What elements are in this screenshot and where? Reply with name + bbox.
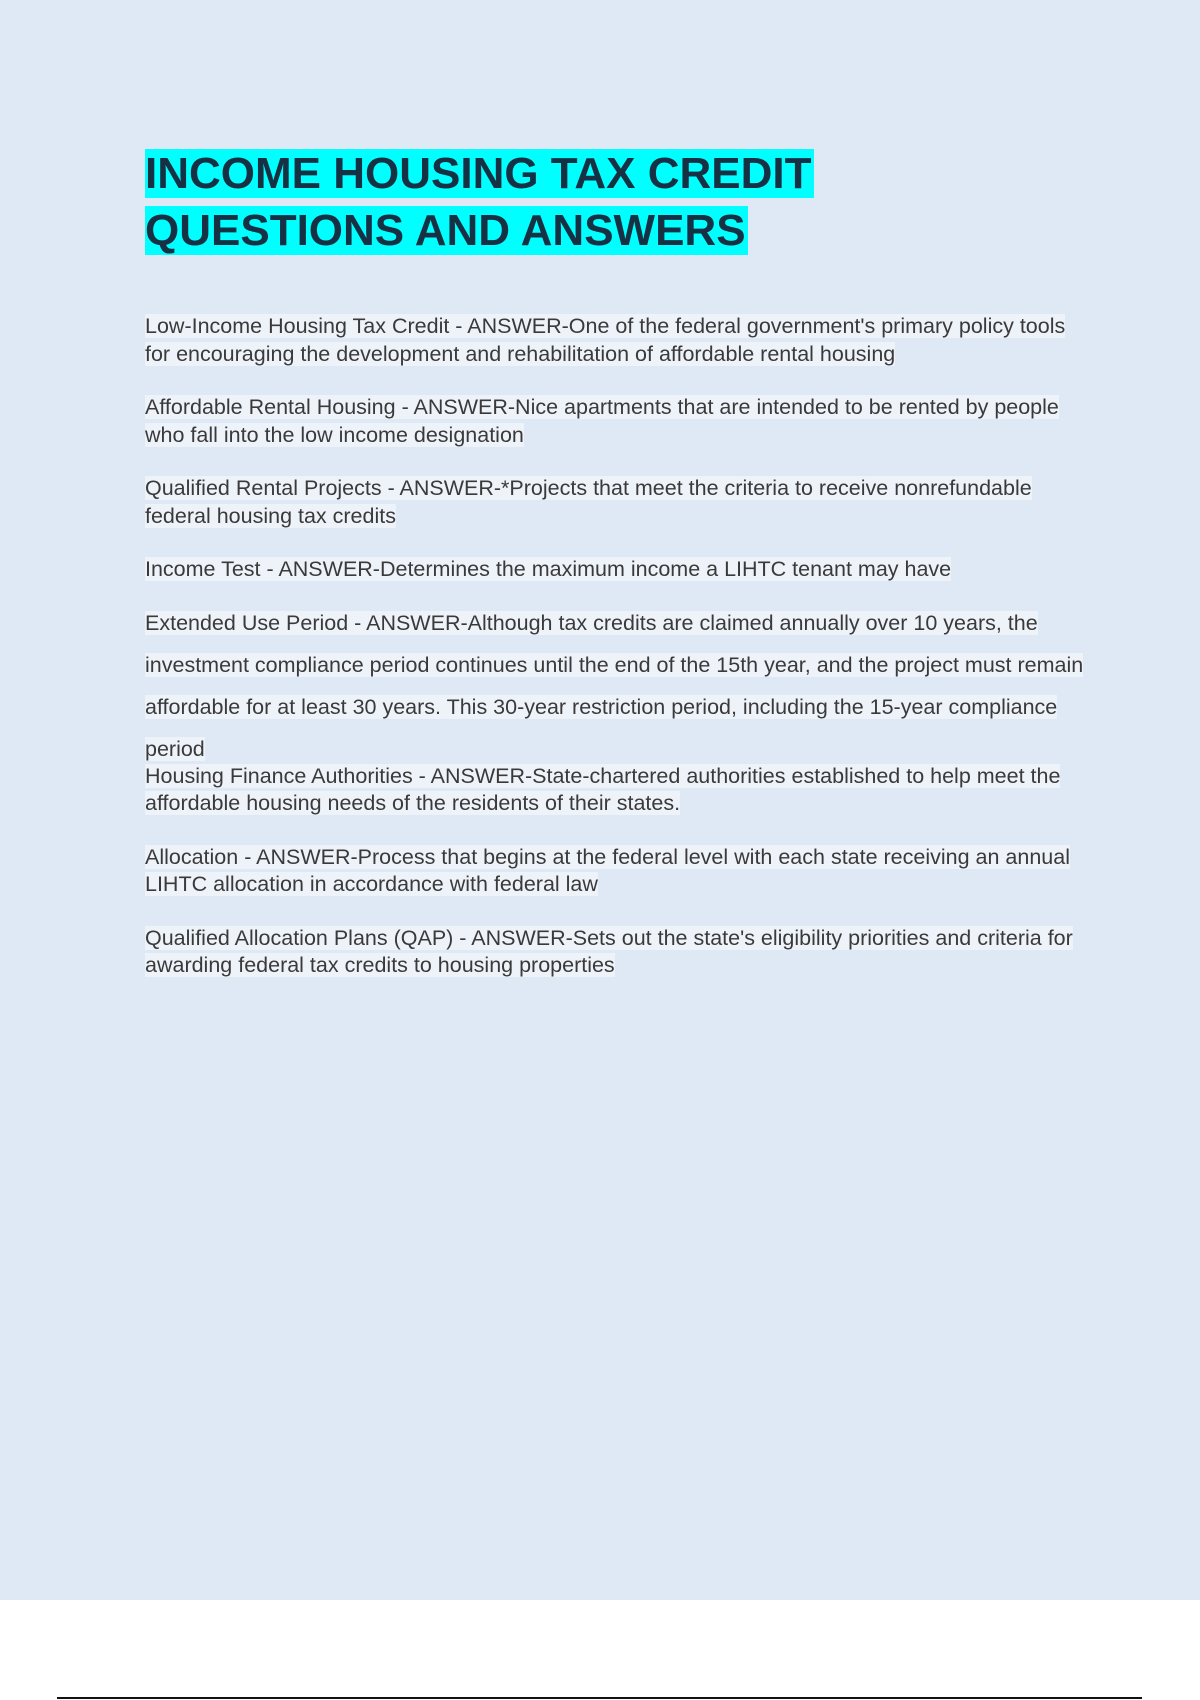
document-title — [145, 145, 1085, 259]
qa-item — [145, 556, 1085, 584]
qa-item — [145, 763, 1085, 818]
title-line-2: QUESTIONS AND ANSWERS — [145, 206, 746, 255]
qa-text: Affordable Rental Housing - ANSWER-Nice apartments that are intended to be rented by people who fall into the low income designation — [145, 395, 1059, 447]
footer-divider — [57, 1697, 1142, 1699]
qa-text: Qualified Rental Projects - ANSWER-*Projects that meet the criteria to receive nonrefundable federal housing tax credits — [145, 476, 1032, 528]
qa-text: Income Test - ANSWER-Determines the maximum income a LIHTC tenant may have — [145, 557, 952, 581]
qa-item — [145, 925, 1085, 980]
qa-item — [145, 844, 1085, 899]
qa-text: Housing Finance Authorities - ANSWER-State-chartered authorities established to help meet the affordable housing needs of the residents of their states. — [145, 763, 1061, 815]
document-content — [145, 145, 1085, 1006]
qa-item — [145, 394, 1085, 449]
qa-text: Allocation - ANSWER-Process that begins at the federal level with each state receiving an annual LIHTC allocation in accordance with federal law — [145, 844, 1070, 896]
qa-item — [145, 313, 1085, 368]
qa-text: Extended Use Period - ANSWER-Although tax credits are claimed annually over 10 years, the investment compliance period continues until the end of the 15th year, and the project must remain affordable for at least 30 years. This 30-year restriction period, including the 15-year compliance period — [145, 610, 1084, 761]
qa-item — [145, 475, 1085, 530]
qa-list — [145, 313, 1085, 980]
qa-item — [145, 602, 1085, 770]
qa-text: Low-Income Housing Tax Credit - ANSWER-One of the federal government's primary policy tools for encouraging the development and rehabilitation of affordable rental housing — [145, 314, 1066, 366]
qa-text: Qualified Allocation Plans (QAP) - ANSWER-Sets out the state's eligibility priorities and criteria for awarding federal tax credits to housing properties — [145, 925, 1073, 977]
title-line-1: INCOME HOUSING TAX CREDIT — [145, 149, 812, 198]
